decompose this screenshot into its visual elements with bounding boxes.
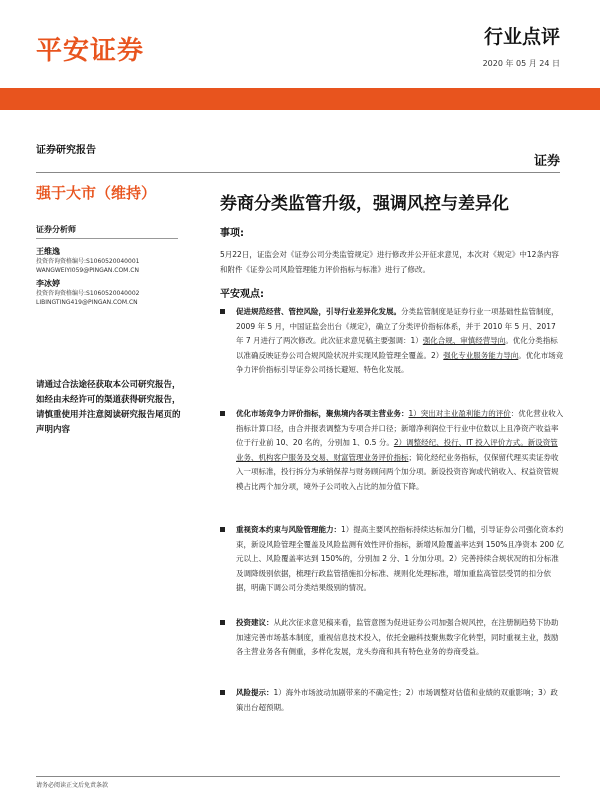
event-text: 5月22日，证监会对《证券公司分类监管规定》进行修改并公开征求意见，本次对《规定》中12条内容和附件《证券公司风险管理能力评价指标与标准》进行了修改。 [220, 250, 559, 274]
point-text: 1）海外市场波动加剧带来的不确定性；2）市场调整对估值和业绩的双重影响；3）政策出台超预期。 [236, 688, 558, 712]
point-underline: 强化合规、审慎经营导向 [422, 336, 506, 345]
point-text: 从此次征求意见稿来看，监管意图为促进证券公司加强合规风控，在注册制趋势下协助加速完善市场基本制度，重视信息技术投入，依托金融科技聚焦数字化转型，同时重视主业，鼓励各主营业务各有侧重，多样化发展，龙头券商和具有特色业务的券商受益。 [236, 618, 559, 656]
view-point [220, 686, 565, 715]
point-text: 。优化市场竞争力评价指标引导证券公司扬长避短、特色化发展。 [236, 350, 564, 374]
point-lead: 重视资本约束与风险管理能力： [236, 525, 341, 534]
report-category: 证券研究报告 [36, 145, 96, 156]
analyst-cert: 投资咨询资格编号:S1060520040002 [36, 290, 140, 297]
point-text: ：优化营业收入指标计算口径，由合并报表调整为专项合并口径；新增净利润位于行业中位数以上且净资产收益率位于行业前 10、20 名的，分别加 1、0.5 分。 [236, 409, 564, 447]
report-date: 2020 年 05 月 24 日 [482, 59, 560, 68]
divider [36, 172, 560, 173]
view-heading: 平安观点: [220, 289, 264, 300]
analyst-email[interactable]: LIBINGTING419@PINGAN.COM.CN [36, 299, 138, 306]
report-title: 券商分类监管升级，强调风控与差异化 [220, 194, 509, 214]
view-point [220, 616, 565, 660]
bullet-icon [220, 690, 225, 695]
point-text: 分类监管制度是证券行业一项基础性监管制度，2009 年 5 月，中国证监会出台《规定》，确立了分类评价指标体系，并于 2010 年 5 月、2017 年 7 月进行了两次修改。此次征求意见稿主要强调：1） [236, 307, 559, 345]
view-point [220, 523, 565, 596]
bullet-icon [220, 620, 225, 625]
point-underline: 1）突出对主业盈利能力的评价 [408, 409, 511, 418]
point-lead: 风险提示： [236, 688, 274, 697]
report-type: 行业点评 [483, 26, 560, 48]
bullet-icon [220, 411, 225, 416]
view-point [220, 305, 565, 378]
header-accent-bar [0, 88, 600, 110]
rating-label: 强于大市（维持） [36, 184, 157, 202]
point-text: ；简化经纪业务指标，仅保留代理买卖证券收入一项标准，投行拆分为承销保荐与财务顾问两个加分项。新设投资咨询或代销收入、权益资管规模占比两个加分项，境外子公司收入占比的加分值下降。 [236, 452, 559, 491]
point-underline: 。新设资管业务、机构客户服务及交易、财富管理业务评价指标 [236, 438, 558, 462]
report-header [0, 0, 600, 88]
bullet-icon [220, 309, 225, 314]
analysts-heading: 证券分析师 [36, 225, 76, 234]
company-logo: 平安证券 [36, 36, 145, 66]
analyst-email[interactable]: WANGWEIYI059@PINGAN.COM.CN [36, 267, 139, 274]
sector-label: 证券 [533, 154, 560, 169]
point-lead: 投资建议： [236, 618, 274, 627]
point-text: 1）提高主要风控指标持续达标加分门槛，引导证券公司强化资本约束，新设风险管理全覆盖及风险监测有效性评价指标，新增风险覆盖率达到 150%且净资本 200 亿元以上、风险覆盖率达到 150%的，分别加 2 分、1 分加分项。2）完善持续合规状况的扣分标准及调降级别依据，梳理行政监管措施扣分标准、规则化处理标准，增加重监高管层受罚的扣分依据，明确下调公司分类结果级别的情况。 [236, 525, 564, 592]
analyst-card [36, 278, 186, 307]
point-lead: 优化市场竞争力评价指标，聚焦境内各项主营业务： [236, 409, 409, 418]
point-text: 。优化分类指标以准确反映证券公司合规风险状况并实现风险管理全覆盖。2） [236, 336, 558, 360]
analyst-name: 李冰婷 [36, 279, 60, 288]
analyst-name: 王维逸 [36, 247, 60, 256]
point-underline: 强化专业服务能力导向 [443, 350, 519, 360]
event-heading: 事项: [220, 228, 244, 239]
disclaimer-note: 请通过合法途径获取本公司研究报告，如经由未经许可的渠道获得研究报告，请慎重使用并注意阅读研究报告尾页的声明内容 [36, 380, 181, 435]
bullet-icon [220, 527, 225, 532]
divider [36, 776, 560, 777]
view-point [220, 407, 565, 494]
point-underline: 2）调整经纪、投行、IT 投入评价方式 [393, 438, 521, 447]
divider [36, 238, 178, 239]
footer-note: 请务必阅读正文后免责条款 [36, 782, 109, 789]
point-lead: 促进规范经营、管控风险，引导行业差异化发展。 [236, 307, 401, 316]
analyst-cert: 投资咨询资格编号:S1060520040001 [36, 258, 140, 265]
analyst-card [36, 246, 186, 275]
